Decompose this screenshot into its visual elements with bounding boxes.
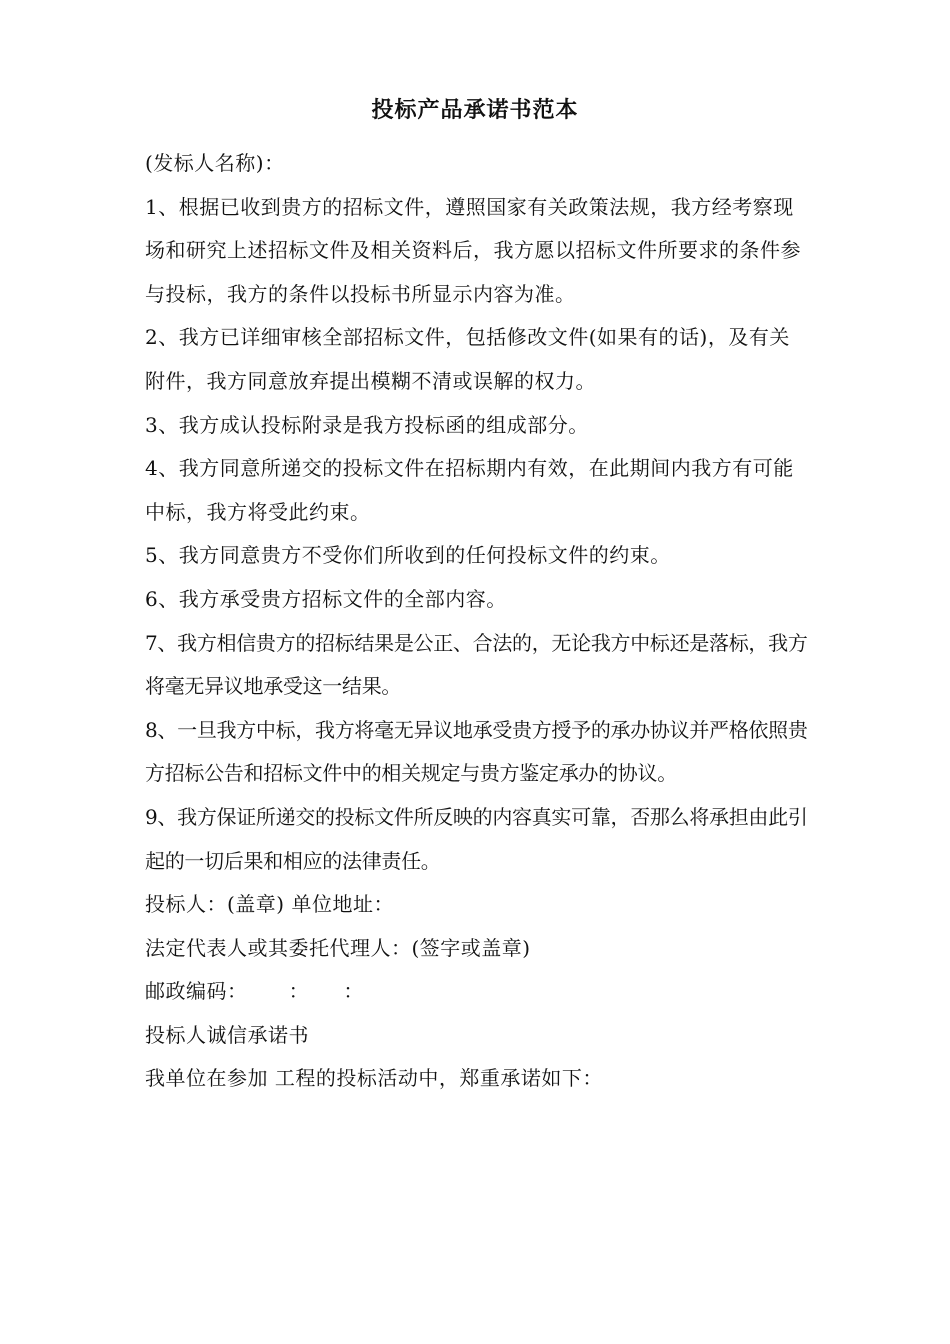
postal-line: 邮政编码： ： ： [145,979,364,1004]
document-title: 投标产品承诺书范本 [371,97,579,123]
clause-2: 2、我方已详细审核全部招标文件，包括修改文件(如果有的话)，及有关附件，我方同意放弃提出模糊不清或误解的权力。 [145,325,790,393]
representative-line: 法定代表人或其委托代理人：(签字或盖章) [145,935,531,960]
bidder-line: 投标人：(盖章) 单位地址： [145,892,394,917]
clause-3: 3、我方成认投标附录是我方投标函的组成部分。 [145,412,589,437]
document-body [145,142,810,1101]
clause-1: 1、根据已收到贵方的招标文件，遵照国家有关政策法规，我方经考察现场和研究上述招标文件及相关资料后，我方愿以招标文件所要求的条件参与投标，我方的条件以投标书所显示内容为准。 [145,194,801,306]
clause-4: 4、我方同意所递交的投标文件在招标期内有效，在此期间内我方有可能中标，我方将受此约束。 [145,456,794,524]
integrity-title: 投标人诚信承诺书 [145,1022,309,1047]
clause-7: 7、我方相信贵方的招标结果是公正、合法的，无论我方中标还是落标，我方将毫无异议地承受这一结果。 [145,630,808,699]
clause-6: 6、我方承受贵方招标文件的全部内容。 [145,586,507,611]
clause-5: 5、我方同意贵方不受你们所收到的任何投标文件的约束。 [145,543,671,568]
integrity-intro: 我单位在参加 工程的投标活动中，郑重承诺如下： [145,1066,603,1091]
clause-8: 8、一旦我方中标，我方将毫无异议地承受贵方授予的承办协议并严格依照贵方招标公告和招标文件中的相关规定与贵方鉴定承办的协议。 [145,717,808,786]
clause-9: 9、我方保证所递交的投标文件所反映的内容真实可靠，否那么将承担由此引起的一切后果和相应的法律责任。 [145,804,808,873]
addressee-line: (发标人名称)： [145,151,285,175]
